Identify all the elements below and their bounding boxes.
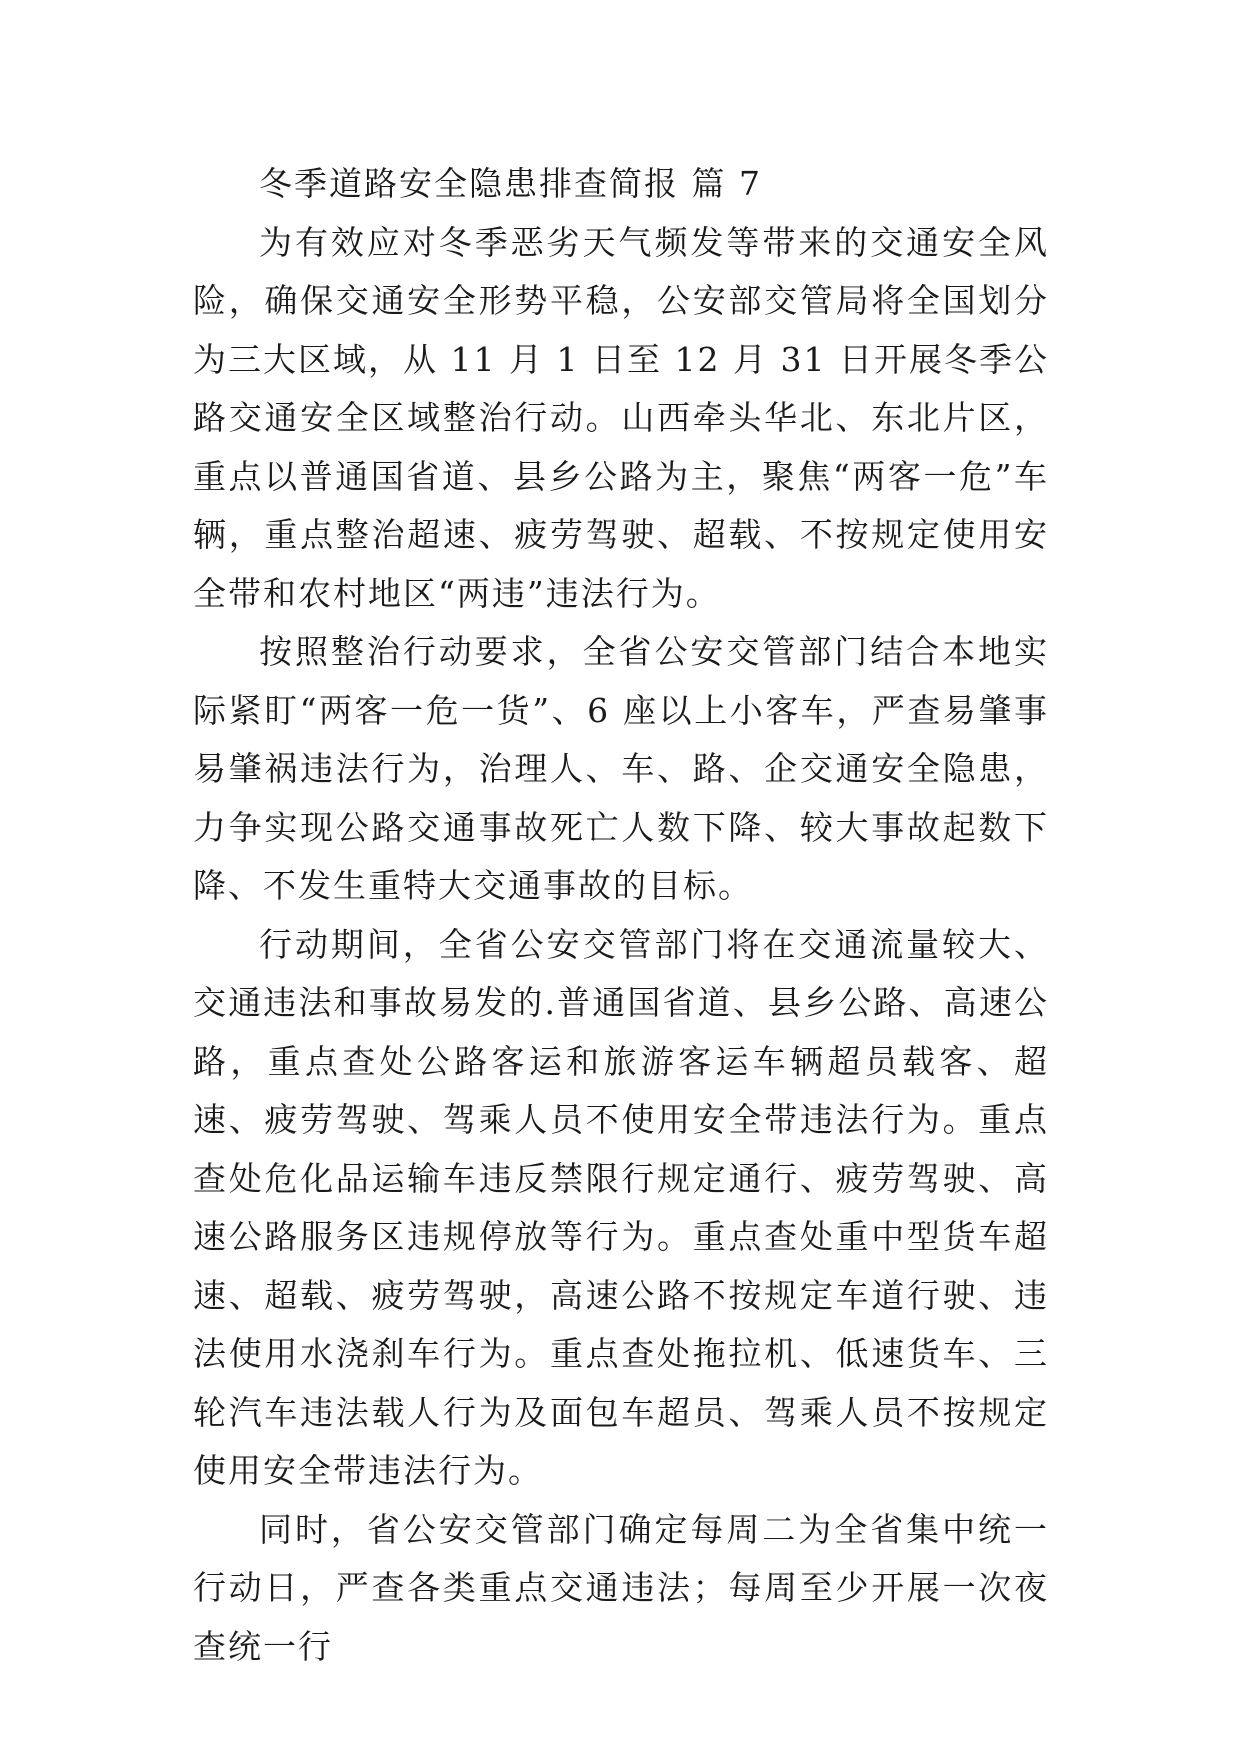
document-body [193,155,1049,1676]
paragraph-2: 按照整治行动要求，全省公安交管部门结合本地实际紧盯“两客一危一货”、6 座以上小客车，严查易肇事易肇祸违法行为，治理人、车、路、企交通安全隐患，力争实现公路交通事故死亡人数下降、较大事故起数下降、不发生重特大交通事故的目标。 [193,632,1049,905]
paragraph-4: 同时，省公安交管部门确定每周二为全省集中统一行动日，严查各类重点交通违法；每周至少开展一次夜查统一行 [193,1509,1049,1666]
paragraph-1: 为有效应对冬季恶劣天气频发等带来的交通安全风险，确保交通安全形势平稳，公安部交管局将全国划分为三大区域，从 11 月 1 日至 12 月 31 日开展冬季公路交通安全区域整治行动。山西牵头华北、东北片区，重点以普通国省道、县乡公路为主，聚焦“两客一危”车辆，重点整治超速、疲劳驾驶、超载、不按规定使用安全带和农村地区“两违”违法行为。 [193,222,1049,613]
paragraph-3: 行动期间，全省公安交管部门将在交通流量较大、交通违法和事故易发的.普通国省道、县乡公路、高速公路，重点查处公路客运和旅游客运车辆超员载客、超速、疲劳驾驶、驾乘人员不使用安全带违法行为。重点查处危化品运输车违反禁限行规定通行、疲劳驾驶、高速公路服务区违规停放等行为。重点查处重中型货车超速、超载、疲劳驾驶，高速公路不按规定车道行驶、违法使用水浇刹车行为。重点查处拖拉机、低速货车、三轮汽车违法载人行为及面包车超员、驾乘人员不按规定使用安全带违法行为。 [193,924,1049,1490]
document-title: 冬季道路安全隐患排查简报 篇 7 [259,164,762,203]
